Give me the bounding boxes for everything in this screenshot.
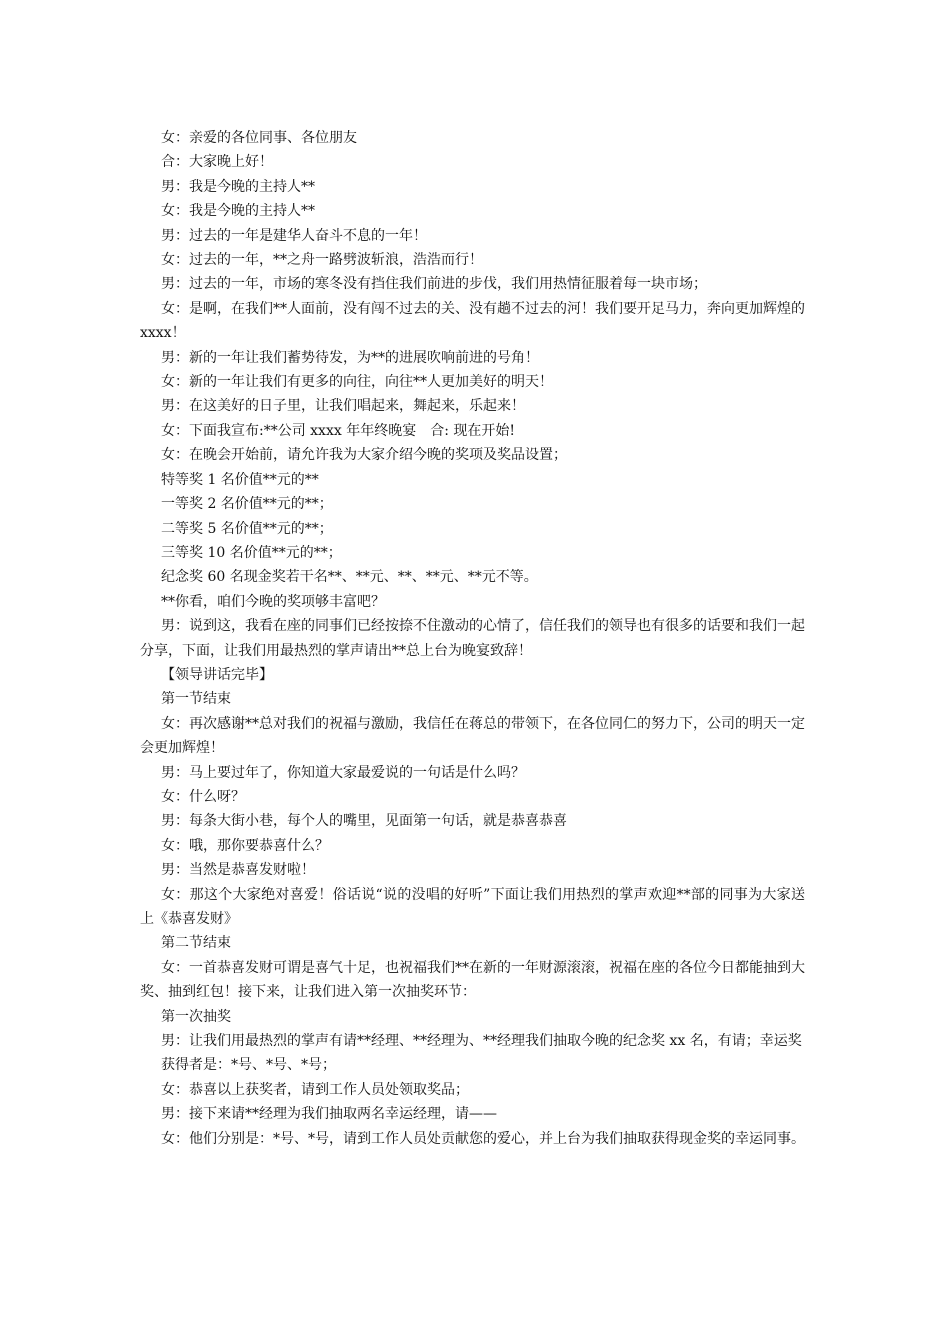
paragraph: 男：过去的一年是建华人奋斗不息的一年！ — [161, 227, 427, 244]
section-heading: 第一次抽奖 — [161, 1008, 231, 1025]
paragraph: 男：当然是恭喜发财啦！ — [161, 862, 315, 879]
paragraph: 合：大家晚上好！ — [161, 154, 273, 171]
paragraph: 二等奖 5 名价值**元的**； — [161, 520, 333, 537]
paragraph: 三等奖 10 名价值**元的**； — [161, 544, 342, 561]
paragraph: 获得者是：*号、*号、*号； — [161, 1057, 336, 1074]
paragraph: 男：在这美好的日子里，让我们唱起来，舞起来，乐起来！ — [161, 398, 525, 415]
paragraph: 女：在晚会开始前，请允许我为大家介绍今晚的奖项及奖品设置； — [161, 447, 567, 464]
section-heading: 第一节结束 — [161, 691, 231, 708]
paragraph: 女：过去的一年，**之舟一路劈波斩浪，浩浩而行！ — [161, 252, 483, 269]
section-heading: 【领导讲话完毕】 — [161, 666, 273, 683]
paragraph: 女：恭喜以上获奖者，请到工作人员处领取奖品； — [161, 1081, 469, 1098]
paragraph: 女：什么呀？ — [161, 788, 245, 805]
paragraph: 女：一首恭喜发财可谓是喜气十足，也祝福我们**在新的一年财源滚滚，祝福在座的各位今日都能抽到大奖、抽到红包！接下来，让我们进入第一次抽奖环节： — [140, 959, 805, 1001]
paragraph: 女：他们分别是：*号、*号，请到工作人员处贡献您的爱心，并上台为我们抽取获得现金奖的幸运同事。 — [161, 1130, 805, 1147]
paragraph: 一等奖 2 名价值**元的**； — [161, 496, 333, 513]
paragraph: 女：我是今晚的主持人** — [161, 203, 315, 220]
paragraph: 女：下面我宣布:**公司 xxxx 年年终晚宴 合: 现在开始! — [161, 422, 515, 439]
paragraph: 纪念奖 60 名现金奖若干名**、**元、**、**元、**元不等。 — [161, 569, 538, 586]
paragraph: 男：我是今晚的主持人** — [161, 178, 315, 195]
document-page — [140, 126, 805, 1151]
paragraph: 特等奖 1 名价值**元的** — [161, 471, 319, 488]
paragraph: **你看，咱们今晚的奖项够丰富吧？ — [161, 593, 385, 610]
paragraph: 男：让我们用最热烈的掌声有请**经理、**经理为、**经理我们抽取今晚的纪念奖 xx 名，有请；幸运奖 — [161, 1033, 802, 1050]
paragraph: 女：哦，那你要恭喜什么？ — [161, 837, 329, 854]
paragraph: 男：马上要过年了，你知道大家最爱说的一句话是什么吗？ — [161, 764, 525, 781]
paragraph: 男：接下来请**经理为我们抽取两名幸运经理，请—— — [161, 1106, 497, 1123]
paragraph: 男：新的一年让我们蓄势待发，为**的进展吹响前进的号角！ — [161, 349, 539, 366]
paragraph: 女：新的一年让我们有更多的向往，向往**人更加美好的明天！ — [161, 374, 553, 391]
paragraph: 男：过去的一年，市场的寒冬没有挡住我们前进的步伐，我们用热情征服着每一块市场； — [161, 276, 707, 293]
paragraph: 男：每条大街小巷，每个人的嘴里，见面第一句话，就是恭喜恭喜 — [161, 813, 567, 830]
paragraph: 女：再次感谢**总对我们的祝福与激励，我信任在蒋总的带领下，在各位同仁的努力下，公司的明天一定会更加辉煌！ — [140, 715, 805, 757]
paragraph: 女：是啊，在我们**人面前，没有闯不过去的关、没有趟不过去的河！我们要开足马力，奔向更加辉煌的 xxxx！ — [140, 300, 805, 342]
paragraph: 男：说到这，我看在座的同事们已经按捺不住激动的心情了，信任我们的领导也有很多的话要和我们一起分享，下面，让我们用最热烈的掌声请出**总上台为晚宴致辞！ — [140, 618, 805, 659]
paragraph: 女：那这个大家绝对喜爱！俗话说“说的没唱的好听”下面让我们用热烈的掌声欢迎**部的同事为大家送上《恭喜发财》 — [140, 886, 805, 927]
section-heading: 第二节结束 — [161, 935, 231, 952]
paragraph: 女：亲爱的各位同事、各位朋友 — [161, 130, 357, 146]
